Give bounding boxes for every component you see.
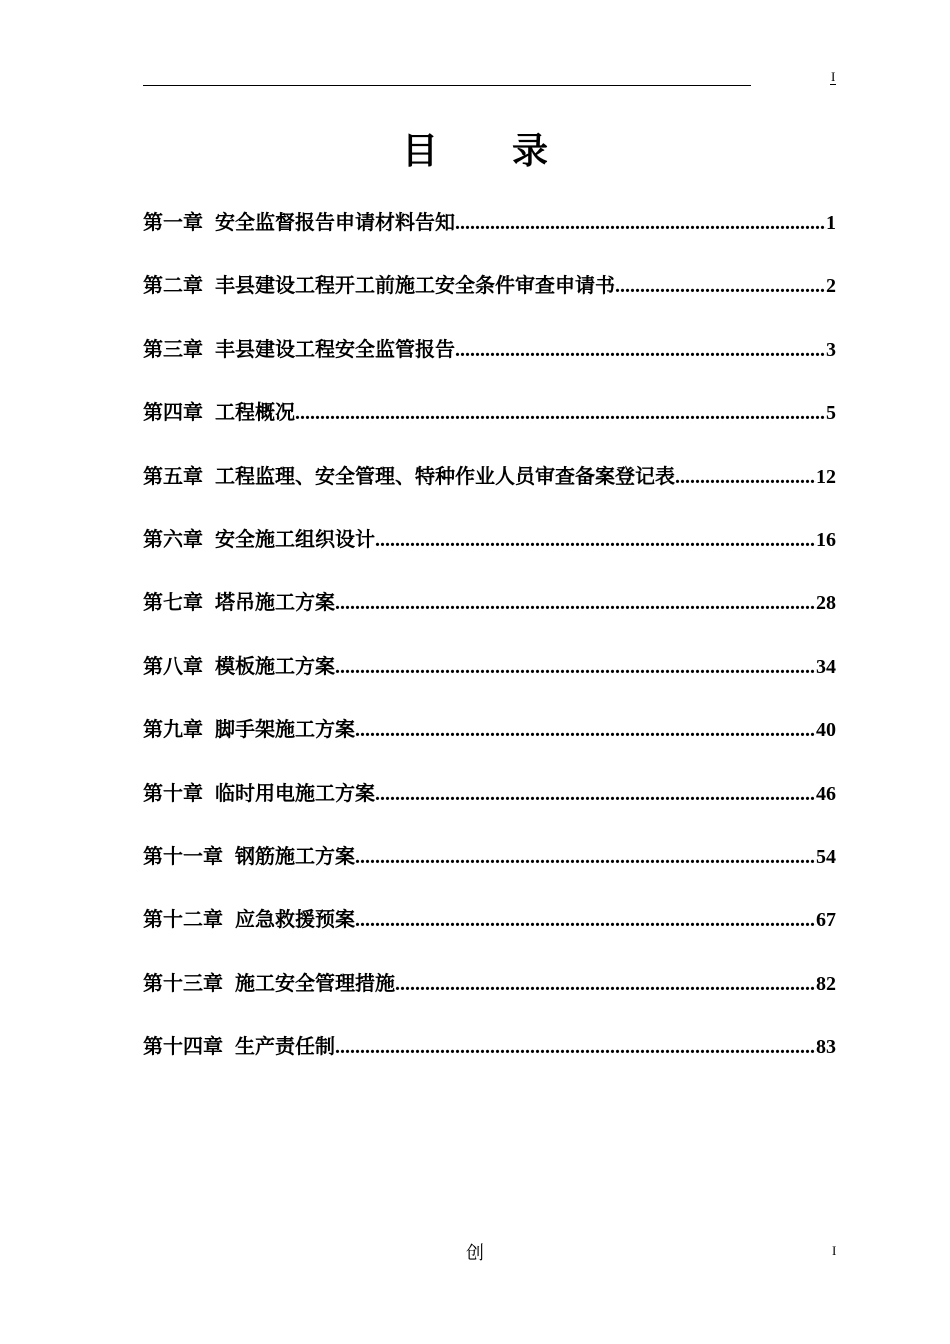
- toc-dot-leader: [355, 897, 816, 943]
- toc-entry[interactable]: [143, 833, 836, 896]
- toc-dot-leader: [295, 390, 826, 436]
- toc-chapter-label: 第四章: [143, 400, 203, 425]
- toc-chapter-label: 第一章: [143, 210, 203, 234]
- toc-title: 安全施工组织设计: [215, 526, 375, 551]
- title-char-left: 目: [401, 131, 438, 172]
- toc-dot-leader: [615, 263, 826, 309]
- toc-entry[interactable]: [143, 326, 836, 389]
- toc-page-number: 83: [816, 1036, 836, 1059]
- toc-chapter-label: 第六章: [143, 526, 203, 551]
- toc-title: 生产责任制: [235, 1034, 335, 1059]
- toc-page-number: 54: [816, 845, 836, 868]
- toc-title: 钢筋施工方案: [235, 843, 355, 868]
- toc-entry[interactable]: [143, 453, 836, 516]
- toc-page-number: 3: [826, 338, 836, 361]
- toc-chapter-label: 第十三章: [143, 970, 223, 995]
- toc-chapter-label: 第五章: [143, 463, 203, 488]
- toc-chapter-label: 第七章: [143, 590, 203, 615]
- toc-chapter-label: 第十一章: [143, 843, 223, 868]
- toc-page-number: 1: [826, 212, 836, 234]
- toc-entry[interactable]: [143, 389, 836, 452]
- toc-chapter-label: 第九章: [143, 717, 203, 742]
- toc-dot-leader: [455, 200, 826, 246]
- toc-dot-leader: [375, 771, 816, 817]
- toc-entry[interactable]: [143, 643, 836, 706]
- toc-dot-leader: [355, 707, 816, 753]
- toc-page-number: 2: [826, 275, 836, 298]
- toc-chapter-label: 第十四章: [143, 1034, 223, 1059]
- toc-page-number: 67: [816, 909, 836, 932]
- toc-entry[interactable]: [143, 199, 836, 262]
- toc-title: 丰县建设工程开工前施工安全条件审查申请书: [215, 273, 615, 298]
- toc-title: 塔吊施工方案: [215, 590, 335, 615]
- table-of-contents: [143, 199, 836, 1086]
- toc-title: 临时用电施工方案: [215, 780, 375, 805]
- toc-dot-leader: [335, 580, 816, 626]
- toc-page-number: 12: [816, 465, 836, 488]
- toc-entry[interactable]: [143, 579, 836, 642]
- toc-dot-leader: [335, 644, 816, 690]
- toc-title: 丰县建设工程安全监管报告: [215, 336, 455, 361]
- toc-page-number: 16: [816, 528, 836, 551]
- toc-title: 施工安全管理措施: [235, 970, 395, 995]
- footer-text: 创: [466, 1243, 484, 1264]
- toc-title: 模板施工方案: [215, 653, 335, 678]
- toc-chapter-label: 第二章: [143, 273, 203, 298]
- footer-page-number: I: [832, 1243, 837, 1258]
- toc-chapter-label: 第八章: [143, 653, 203, 678]
- toc-page-number: 28: [816, 592, 836, 615]
- toc-title: 工程概况: [215, 400, 295, 425]
- toc-dot-leader: [395, 961, 816, 1007]
- header-page-mark: I: [831, 69, 836, 84]
- toc-title: 应急救援预案: [235, 907, 355, 932]
- toc-entry[interactable]: [143, 1023, 836, 1086]
- toc-entry[interactable]: [143, 706, 836, 769]
- toc-page-number: 46: [816, 782, 836, 805]
- toc-title: 脚手架施工方案: [215, 717, 355, 742]
- toc-page-number: 5: [826, 402, 836, 425]
- toc-page-number: 40: [816, 719, 836, 742]
- toc-dot-leader: [455, 327, 826, 373]
- toc-entry[interactable]: [143, 770, 836, 833]
- toc-chapter-label: 第三章: [143, 336, 203, 361]
- toc-entry[interactable]: [143, 896, 836, 959]
- toc-page-number: 34: [816, 655, 836, 678]
- toc-entry[interactable]: [143, 960, 836, 1023]
- header-rule: [143, 85, 751, 86]
- toc-dot-leader: [335, 1024, 816, 1070]
- toc-entry[interactable]: [143, 262, 836, 325]
- title-char-right: 录: [512, 131, 549, 172]
- toc-title: 工程监理、安全管理、特种作业人员审查备案登记表: [215, 463, 675, 488]
- toc-dot-leader: [375, 517, 816, 563]
- toc-dot-leader: [355, 834, 816, 880]
- page-title: [0, 128, 950, 176]
- toc-chapter-label: 第十章: [143, 780, 203, 805]
- toc-title: 安全监督报告申请材料告知: [215, 210, 455, 234]
- toc-page-number: 82: [816, 972, 836, 995]
- toc-chapter-label: 第十二章: [143, 907, 223, 932]
- toc-entry[interactable]: [143, 516, 836, 579]
- toc-dot-leader: [675, 454, 816, 500]
